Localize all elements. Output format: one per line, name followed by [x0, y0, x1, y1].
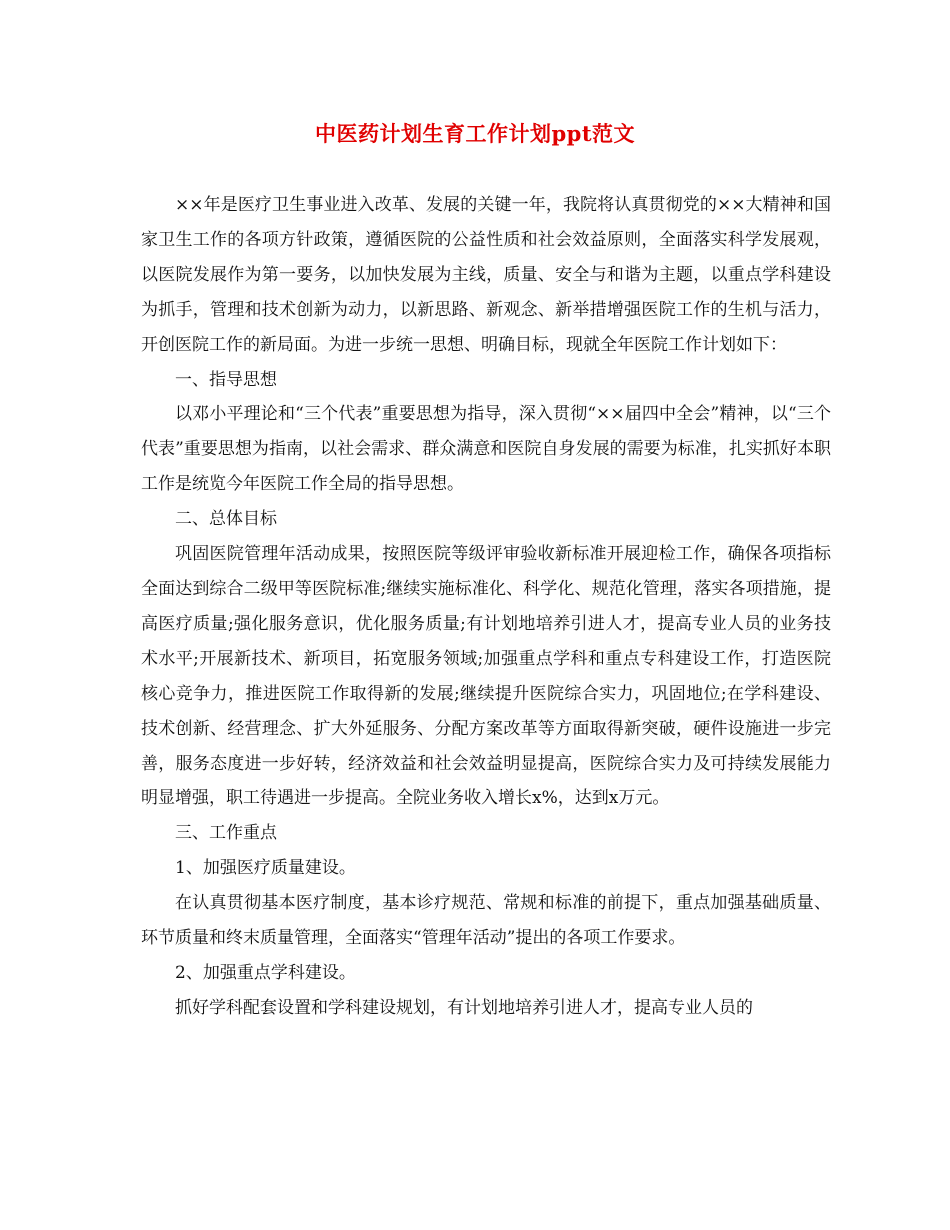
subheading-medical-quality: 1、加强医疗质量建设。	[175, 858, 356, 879]
section-heading-guiding-ideology: 一、指导思想	[175, 369, 277, 390]
subheading-key-disciplines: 2、加强重点学科建设。	[175, 962, 356, 983]
paragraph-key-disciplines: 抓好学科配套设置和学科建设规划，有计划地培养引进人才，提高专业人员的	[175, 997, 753, 1018]
paragraph-medical-quality: 在认真贯彻基本医疗制度，基本诊疗规范、常规和标准的前提下，重点加强基础质量、环节质量和终末质量管理，全面落实“管理年活动”提出的各项工作要求。	[141, 893, 831, 949]
section-heading-work-priorities: 三、工作重点	[175, 823, 277, 844]
section-heading-overall-goals: 二、总体目标	[175, 509, 277, 530]
paragraph-guiding-ideology: 以邓小平理论和“三个代表”重要思想为指导，深入贯彻“××届四中全会”精神，以“三个代表”重要思想为指南，以社会需求、群众满意和医院自身发展的需要为标准，扎实抓好本职工作是统览今年医院工作全局的指导思想。	[141, 404, 831, 495]
paragraph-overall-goals: 巩固医院管理年活动成果，按照医院等级评审验收新标准开展迎检工作，确保各项指标全面达到综合二级甲等医院标准;继续实施标准化、科学化、规范化管理，落实各项措施，提高医疗质量;强化服务意识，优化服务质量;有计划地培养引进人才，提高专业人员的业务技术水平;开展新技术、新项目，拓宽服务领域;加强重点学科和重点专科建设工作，打造医院核心竞争力，推进医院工作取得新的发展;继续提升医院综合实力，巩固地位;在学科建设、技术创新、经营理念、扩大外延服务、分配方案改革等方面取得新突破，硬件设施进一步完善，服务态度进一步好转，经济效益和社会效益明显提高，医院综合实力及可持续发展能力明显增强，职工待遇进一步提高。全院业务收入增长x%，达到x万元。	[141, 544, 831, 809]
document-title: 中医药计划生育工作计划ppt范文	[314, 121, 636, 146]
document-body	[141, 188, 831, 1026]
paragraph-intro: ××年是医疗卫生事业进入改革、发展的关键一年，我院将认真贯彻党的××大精神和国家卫生工作的各项方针政策，遵循医院的公益性质和社会效益原则，全面落实科学发展观，以医院发展作为第一要务，以加快发展为主线，质量、安全与和谐为主题，以重点学科建设为抓手，管理和技术创新为动力，以新思路、新观念、新举措增强医院工作的生机与活力，开创医院工作的新局面。为进一步统一思想、明确目标，现就全年医院工作计划如下：	[141, 195, 831, 355]
